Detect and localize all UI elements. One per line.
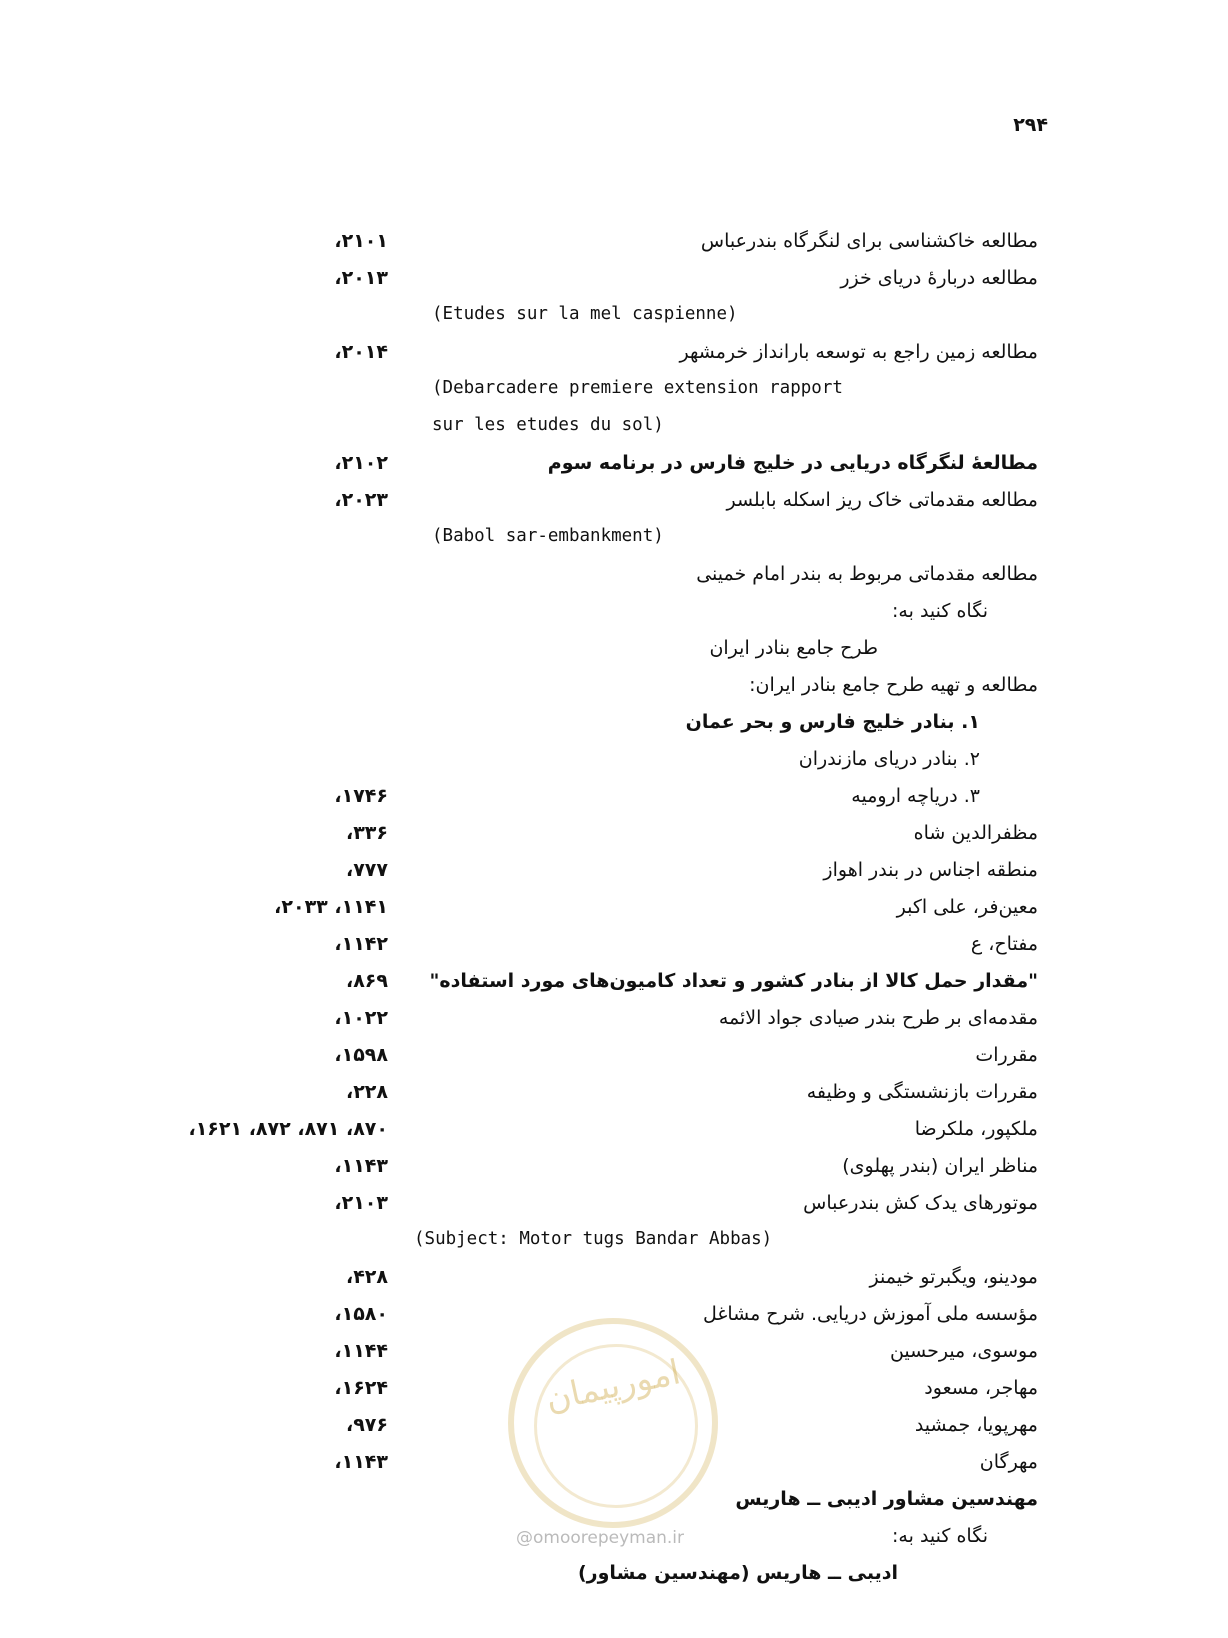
index-entry bbox=[0, 378, 1228, 416]
watermark-logo-text: امورپیمان bbox=[542, 1352, 684, 1420]
index-entry bbox=[0, 637, 1228, 675]
index-entry bbox=[0, 600, 1228, 638]
entry-title: طرح جامع بنادر ایران bbox=[709, 637, 878, 659]
index-entry bbox=[0, 230, 1228, 268]
index-entry bbox=[0, 933, 1228, 971]
entry-reference-numbers: ۱۱۴۱، ۲۰۳۳، bbox=[274, 896, 388, 918]
entry-title: معین‌فر، علی اکبر bbox=[896, 896, 1038, 918]
index-entry bbox=[0, 1155, 1228, 1193]
index-entry bbox=[0, 341, 1228, 379]
entry-reference-numbers: ۱۱۴۳، bbox=[334, 1155, 388, 1177]
index-entry bbox=[0, 1229, 1228, 1267]
entry-reference-numbers: ۱۶۲۴، bbox=[334, 1377, 388, 1399]
index-entry bbox=[0, 1081, 1228, 1119]
index-entry bbox=[0, 896, 1228, 934]
entry-reference-numbers: ۲۲۸، bbox=[345, 1081, 388, 1103]
entry-title: مهرپویا، جمشید bbox=[914, 1414, 1038, 1436]
entry-title: مطالعه مقدماتی خاک ریز اسکله بابلسر bbox=[726, 489, 1038, 511]
entry-title: مطالعه و تهیه طرح جامع بنادر ایران: bbox=[749, 674, 1038, 696]
entry-title: ۲. بنادر دریای مازندران bbox=[798, 748, 980, 770]
index-entry bbox=[0, 1007, 1228, 1045]
entry-latin-title: (Etudes sur la mel caspienne) bbox=[432, 304, 738, 324]
entry-reference-numbers: ۸۶۹، bbox=[345, 970, 388, 992]
index-entry bbox=[0, 563, 1228, 601]
index-entry bbox=[0, 452, 1228, 490]
index-entry bbox=[0, 970, 1228, 1008]
page-number: ۲۹۴ bbox=[1013, 114, 1048, 136]
watermark-logo bbox=[508, 1318, 718, 1528]
entry-title: مقدمه‌ای بر طرح بندر صیادی جواد الائمه bbox=[718, 1007, 1038, 1029]
index-entry bbox=[0, 785, 1228, 823]
entry-reference-numbers: ۱۱۴۲، bbox=[334, 933, 388, 955]
index-entry bbox=[0, 1044, 1228, 1082]
entry-reference-numbers: ۹۷۶، bbox=[345, 1414, 388, 1436]
entry-title: مطالعه مقدماتی مربوط به بندر امام خمینی bbox=[696, 563, 1038, 585]
entry-reference-numbers: ۱۷۴۶، bbox=[334, 785, 388, 807]
entry-reference-numbers: ۱۵۹۸، bbox=[334, 1044, 388, 1066]
entry-reference-numbers: ۸۷۰، ۸۷۱، ۸۷۲، ۱۶۲۱، bbox=[188, 1118, 388, 1140]
index-entry bbox=[0, 859, 1228, 897]
entry-title: مطالعه زمین راجع به توسعه بارانداز خرمشهر bbox=[679, 341, 1038, 363]
entry-latin-title: (Subject: Motor tugs Bandar Abbas) bbox=[414, 1229, 773, 1249]
entry-reference-numbers: ۷۷۷، bbox=[345, 859, 388, 881]
entry-title: مطالعه خاکشناسی برای لنگرگاه بندرعباس bbox=[700, 230, 1038, 252]
entry-reference-numbers: ۱۵۸۰، bbox=[334, 1303, 388, 1325]
entry-reference-numbers: ۲۱۰۱، bbox=[334, 230, 388, 252]
index-entry bbox=[0, 674, 1228, 712]
index-entry bbox=[0, 267, 1228, 305]
index-entry bbox=[0, 1118, 1228, 1156]
index-entry bbox=[0, 711, 1228, 749]
entry-reference-numbers: ۱۱۴۴، bbox=[334, 1340, 388, 1362]
entry-title: مؤسسه ملی آموزش دریایی. شرح مشاغل bbox=[703, 1303, 1038, 1325]
entry-reference-numbers: ۲۱۰۳، bbox=[334, 1192, 388, 1214]
entry-title: موسوی، میرحسین bbox=[889, 1340, 1038, 1362]
entry-reference-numbers: ۱۱۴۳، bbox=[334, 1451, 388, 1473]
entry-title: ۱. بنادر خلیج فارس و بحر عمان bbox=[685, 711, 980, 733]
index-entry bbox=[0, 1266, 1228, 1304]
entry-reference-numbers: ۲۰۱۳، bbox=[334, 267, 388, 289]
entry-reference-numbers: ۴۲۸، bbox=[345, 1266, 388, 1288]
entry-reference-numbers: ۲۰۲۳، bbox=[334, 489, 388, 511]
entry-title: مطالعهٔ لنگرگاه دریایی در خلیج فارس در برنامه سوم bbox=[547, 452, 1038, 474]
index-entry bbox=[0, 822, 1228, 860]
entry-title: ادیبی ــ هاریس (مهندسین مشاور) bbox=[578, 1562, 898, 1584]
index-entry bbox=[0, 415, 1228, 453]
entry-title: مهرگان bbox=[979, 1451, 1038, 1473]
index-entry bbox=[0, 748, 1228, 786]
index-entry bbox=[0, 489, 1228, 527]
entry-title: مقررات بازنشستگی و وظیفه bbox=[806, 1081, 1038, 1103]
entry-title: ملکپور، ملکرضا bbox=[914, 1118, 1038, 1140]
entry-title: موتورهای یدک کش بندرعباس bbox=[803, 1192, 1038, 1214]
entry-title: مقررات bbox=[975, 1044, 1038, 1066]
entry-reference-numbers: ۳۳۶، bbox=[345, 822, 388, 844]
entry-title: مظفرالدین شاه bbox=[913, 822, 1038, 844]
entry-title: نگاه کنید به: bbox=[892, 600, 988, 622]
entry-reference-numbers: ۲۱۰۲، bbox=[334, 452, 388, 474]
entry-reference-numbers: ۱۰۲۲، bbox=[334, 1007, 388, 1029]
entry-title: مودینو، ویگبرتو خیمنز bbox=[869, 1266, 1038, 1288]
entry-title: نگاه کنید به: bbox=[892, 1525, 988, 1547]
entry-title: مهاجر، مسعود bbox=[924, 1377, 1038, 1399]
entry-latin-title: sur les etudes du sol) bbox=[432, 415, 664, 435]
entry-title: مفتاح، ع bbox=[970, 933, 1038, 955]
entry-title: مطالعه درباره‌ٔ دریای خزر bbox=[840, 267, 1038, 289]
entry-latin-title: (Babol sar-embankment) bbox=[432, 526, 664, 546]
index-entry bbox=[0, 304, 1228, 342]
entry-reference-numbers: ۲۰۱۴، bbox=[334, 341, 388, 363]
entry-title: منطقه اجناس در بندر اهواز bbox=[823, 859, 1038, 881]
index-entry bbox=[0, 1562, 1228, 1600]
index-entry bbox=[0, 1192, 1228, 1230]
entry-title: مناظر ایران (بندر پهلوی) bbox=[842, 1155, 1038, 1177]
index-entry bbox=[0, 526, 1228, 564]
entry-title: "مقدار حمل کالا از بنادر کشور و تعداد کامیون‌های مورد استفاده" bbox=[429, 970, 1038, 992]
entry-title: ۳. دریاچه ارومیه bbox=[851, 785, 980, 807]
entry-latin-title: (Debarcadere premiere extension rapport bbox=[432, 378, 843, 398]
watermark-url: @omoorepeyman.ir bbox=[516, 1528, 685, 1548]
entry-title: مهندسین مشاور ادیبی ــ هاریس bbox=[735, 1488, 1038, 1510]
